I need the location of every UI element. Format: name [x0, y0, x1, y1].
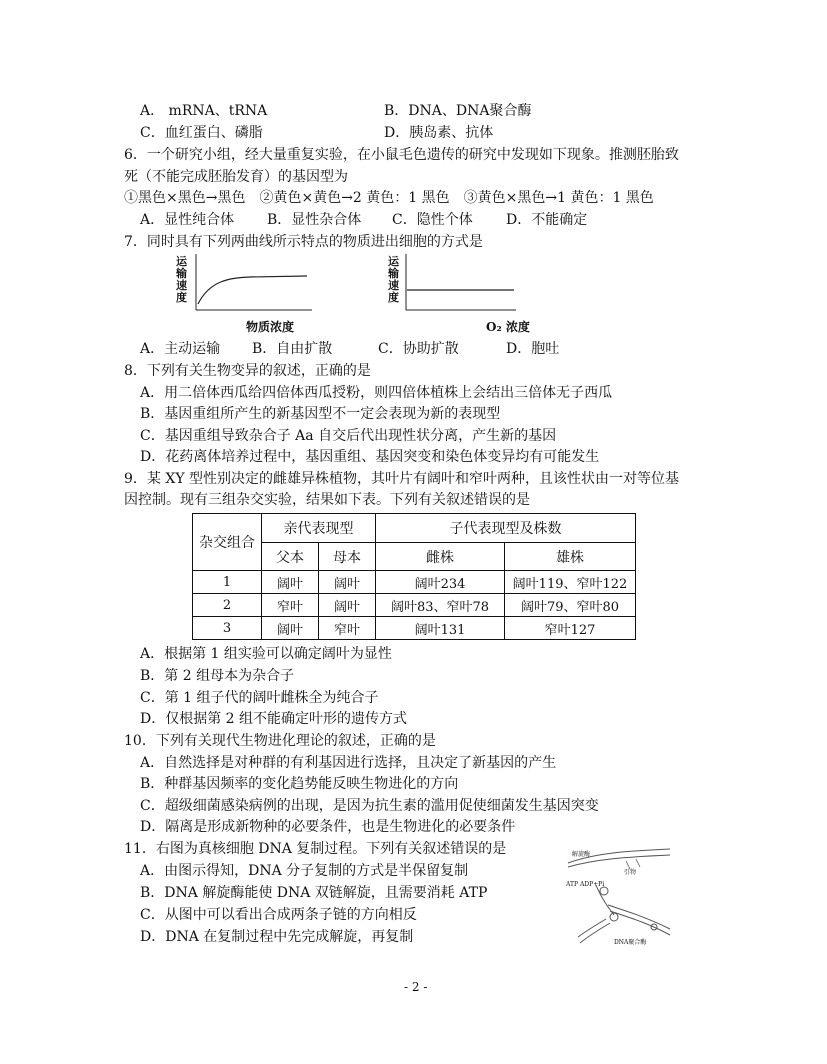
q6-option-c: C．隐性个体 [392, 212, 473, 228]
q11-option-d: D．DNA 在复制过程中先完成解旋，再复制 [140, 929, 414, 945]
q8-option-a: A．用二倍体西瓜给四倍体西瓜授粉，则四倍体植株上会结出三倍体无子西瓜 [140, 385, 613, 401]
cell-group: 2 [193, 594, 262, 617]
q9-option-a: A．根据第 1 组实验可以确定阔叶为显性 [140, 646, 392, 662]
cell-mother: 阔叶 [319, 594, 376, 617]
graph2-axes-line [384, 252, 554, 322]
q10-option-c: C．超级细菌感染病例的出现，是因为抗生素的滥用促使细菌发生基因突变 [140, 798, 599, 814]
q9-option-d: D．仅根据第 2 组不能确定叶形的遗传方式 [140, 711, 408, 727]
cell-father: 阔叶 [262, 571, 319, 594]
q10-stem: 10．下列有关现代生物进化理论的叙述，正确的是 [124, 733, 436, 749]
q11-option-b: B．DNA 解旋酶能使 DNA 双链解旋，且需要消耗 ATP [140, 885, 488, 901]
q10-option-b: B．种群基因频率的变化趋势能反映生物进化的方向 [140, 776, 459, 792]
cell-mother: 阔叶 [319, 571, 376, 594]
cell-male: 阔叶119、窄叶122 [505, 571, 636, 594]
graph1-ylabel-char: 输 [176, 267, 187, 280]
q6-option-d: D．不能确定 [506, 212, 588, 228]
graph1-ylabel-char: 速 [176, 279, 187, 292]
th-father: 父本 [262, 543, 319, 571]
th-male: 雄株 [505, 543, 636, 571]
q9-cross-table [192, 513, 636, 640]
q7-option-a: A．主动运输 [140, 341, 221, 357]
q6-stem-line2: 死（不能完成胚胎发育）的基因型为 [124, 169, 348, 185]
q8-option-b: B．基因重组所产生的新基因型不一定会表现为新的表现型 [140, 406, 501, 422]
graph1-ylabel-char: 运 [176, 255, 187, 268]
cell-father: 窄叶 [262, 594, 319, 617]
q5-option-c: C．血红蛋白、磷脂 [140, 125, 263, 141]
graph1-axes-curve [170, 252, 330, 322]
cell-female: 阔叶83、窄叶78 [376, 594, 505, 617]
q11-stem: 11．右图为真核细胞 DNA 复制过程。下列有关叙述错误的是 [124, 841, 507, 857]
q9-option-c: C．第 1 组子代的阔叶雌株全为纯合子 [140, 690, 379, 706]
fig-label-atp: ATP ADP+Pi [566, 881, 605, 888]
dna-replication-diagram [566, 845, 672, 951]
graph1-ylabel-char: 度 [176, 291, 187, 304]
q7-graph-substance-concentration [170, 252, 330, 336]
table-row [193, 617, 636, 640]
cell-group: 1 [193, 571, 262, 594]
cell-male: 阔叶79、窄叶80 [505, 594, 636, 617]
q7-option-d: D．胞吐 [506, 341, 560, 357]
fig-label-primer: 引物 [624, 869, 637, 876]
q8-option-c: C．基因重组导致杂合子 Aa 自交后代出现性状分离，产生新的基因 [140, 428, 557, 444]
th-mother: 母本 [319, 543, 376, 571]
graph2-ylabel-char: 输 [388, 267, 399, 280]
table-row [193, 594, 636, 617]
q6-option-b: B．显性杂合体 [267, 212, 362, 228]
q8-option-d: D．花药离体培养过程中，基因重组、基因突变和染色体变异均有可能发生 [140, 449, 600, 465]
page-number: - 2 - [404, 980, 428, 994]
q6-stem-line1: 6．一个研究小组，经大量重复实验，在小鼠毛色遗传的研究中发现如下现象。推测胚胎致 [124, 147, 679, 163]
cell-mother: 窄叶 [319, 617, 376, 640]
graph2-ylabel-char: 运 [388, 255, 399, 268]
q7-stem: 7．同时具有下列两曲线所示特点的物质进出细胞的方式是 [124, 234, 483, 250]
th-female: 雌株 [376, 543, 505, 571]
q9-option-b: B．第 2 组母本为杂合子 [140, 668, 295, 684]
q10-option-d: D．隔离是形成新物种的必要条件，也是生物进化的必要条件 [140, 819, 516, 835]
q5-option-d: D．胰岛素、抗体 [384, 125, 494, 141]
cell-female: 阔叶234 [376, 571, 505, 594]
q9-stem-line1: 9．某 XY 型性别决定的雌雄异株植物，其叶片有阔叶和窄叶两种，且该性状由一对等位基 [124, 471, 680, 487]
cell-male: 窄叶127 [505, 617, 636, 640]
graph2-ylabel-char: 速 [388, 279, 399, 292]
table-row [193, 571, 636, 594]
graph2-xlabel: O₂ 浓度 [486, 320, 530, 334]
q11-option-c: C．从图中可以看出合成两条子链的方向相反 [140, 907, 417, 923]
graph1-xlabel: 物质浓度 [246, 320, 295, 334]
fig-label-helicase: 解旋酶 [572, 851, 591, 858]
q6-option-a: A．显性纯合体 [140, 212, 235, 228]
q6-stem-line3: ①黑色×黑色→黑色 ②黄色×黄色→2 黄色：1 黑色 ③黄色×黑色→1 黄色：1 黑色 [124, 190, 654, 206]
graph2-ylabel-char: 度 [388, 291, 399, 304]
cell-father: 阔叶 [262, 617, 319, 640]
cell-female: 阔叶131 [376, 617, 505, 640]
q7-option-c: C．协助扩散 [378, 341, 459, 357]
q11-option-a: A．由图示得知，DNA 分子复制的方式是半保留复制 [140, 863, 469, 879]
q10-option-a: A．自然选择是对种群的有利基因进行选择，且决定了新基因的产生 [140, 755, 557, 771]
q5-option-b: B．DNA、DNA聚合酶 [384, 103, 532, 119]
q7-option-b: B．自由扩散 [252, 341, 333, 357]
q5-option-a: A． mRNA、tRNA [140, 103, 268, 119]
fig-label-polymerase: DNA聚合酶 [614, 939, 647, 946]
q8-stem: 8．下列有关生物变异的叙述，正确的是 [124, 363, 371, 379]
th-offspring-phenotype: 子代表现型及株数 [376, 514, 636, 543]
cell-group: 3 [193, 617, 262, 640]
q7-graph-oxygen-concentration [384, 252, 554, 336]
th-cross-group: 杂交组合 [193, 514, 262, 571]
th-parent-phenotype: 亲代表现型 [262, 514, 376, 543]
dna-replication-figure [566, 845, 672, 955]
q9-stem-line2: 因控制。现有三组杂交实验，结果如下表。下列有关叙述错误的是 [124, 492, 530, 508]
